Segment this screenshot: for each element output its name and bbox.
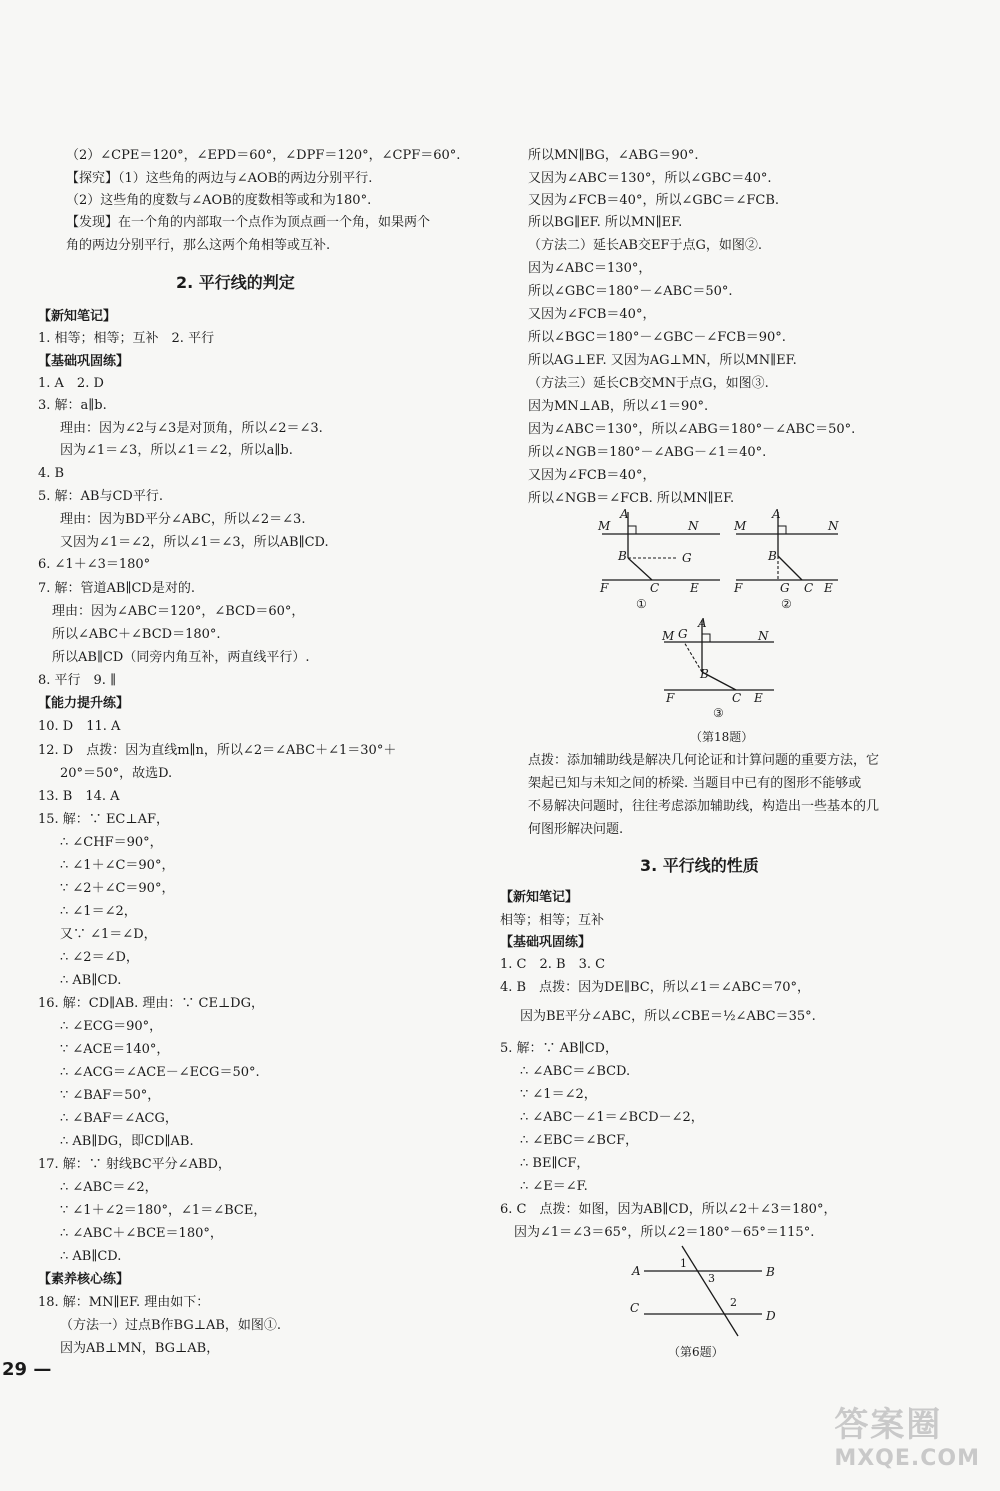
text-line: 因为∠ABC＝130°，所以∠ABG＝180°－∠ABC＝50°. bbox=[528, 422, 856, 437]
text-line: 所以BG∥EF. 所以MN∥EF. bbox=[528, 215, 683, 230]
text-line: 10. D 11. A bbox=[38, 719, 121, 734]
text-line: 4. B 点拨：因为DE∥BC，所以∠1＝∠ABC＝70°， bbox=[500, 980, 810, 995]
label-m: M bbox=[598, 519, 611, 533]
text-line: 6. C 点拨：如图，因为AB∥CD，所以∠2＋∠3＝180°， bbox=[500, 1202, 837, 1217]
label-e: E bbox=[824, 581, 833, 595]
text-line: 因为∠1＝∠3，所以∠1＝∠2，所以a∥b. bbox=[60, 443, 293, 458]
text-line: 何图形解决问题. bbox=[528, 822, 624, 837]
label-b: B bbox=[618, 549, 627, 563]
text-line: 因为BE平分∠ABC，所以∠CBE＝½∠ABC＝35°. bbox=[520, 1009, 816, 1024]
figure-18-2 bbox=[732, 506, 844, 606]
text-line: 又因为∠FCB＝40°， bbox=[528, 468, 656, 483]
label-b: B bbox=[768, 549, 777, 563]
text-line: 不易解决问题时，往往考虑添加辅助线，构造出一些基本的几 bbox=[528, 799, 880, 814]
text-line: 又因为∠ABC＝130°，所以∠GBC＝40°. bbox=[528, 171, 772, 186]
text-line: ∵ ∠ACE＝140°， bbox=[60, 1042, 170, 1057]
text-line: 20°＝50°，故选D. bbox=[60, 766, 173, 781]
label-b: B bbox=[766, 1265, 775, 1279]
text-line: 所以∠NGB＝180°－∠ABG－∠1＝40°. bbox=[528, 445, 767, 460]
label-f: F bbox=[666, 691, 675, 705]
text-line: 所以∠ABC＋∠BCD＝180°. bbox=[52, 627, 221, 642]
segment-bc bbox=[628, 558, 652, 580]
text-line: ∴ ∠1＝∠2， bbox=[60, 904, 137, 919]
text-line: 13. B 14. A bbox=[38, 789, 120, 804]
section-heading: 【素养核心练】 bbox=[38, 1272, 130, 1287]
section-heading: 【新知笔记】 bbox=[500, 890, 579, 905]
figure-18-caption: （第18题） bbox=[690, 730, 754, 744]
label-c: C bbox=[650, 581, 660, 595]
text-line: ∵ ∠BAF＝50°， bbox=[60, 1088, 161, 1103]
text-line: ∴ ∠ABC＝∠2， bbox=[60, 1180, 158, 1195]
label-g: G bbox=[780, 581, 790, 595]
label-m: M bbox=[662, 629, 675, 643]
figure-18-3-number: ③ bbox=[713, 706, 724, 720]
text-line: ∴ AB∥CD. bbox=[60, 1249, 122, 1264]
text-line: 因为∠1＝∠3＝65°，所以∠2＝180°－65°＝115°. bbox=[514, 1225, 815, 1240]
label-a: A bbox=[772, 507, 781, 521]
text-line: （方法二）延长AB交EF于点G，如图②. bbox=[528, 238, 762, 253]
right-angle-mark bbox=[778, 526, 786, 534]
angle-2-label: 2 bbox=[730, 1296, 737, 1309]
watermark-url: MXQE.COM bbox=[834, 1446, 980, 1471]
text-line: ∴ AB∥CD. bbox=[60, 973, 122, 988]
text-line: ∴ ∠1＋∠C＝90°， bbox=[60, 858, 175, 873]
watermark bbox=[834, 1397, 980, 1471]
text-line: ∴ ∠ABC－∠1＝∠BCD－∠2， bbox=[520, 1110, 704, 1125]
text-line: 所以∠GBC＝180°－∠ABC＝50°. bbox=[528, 284, 733, 299]
text-line: （方法三）延长CB交MN于点G，如图③. bbox=[528, 376, 769, 391]
label-a: A bbox=[698, 616, 707, 630]
text-line: 又因为∠FCB＝40°， bbox=[528, 307, 656, 322]
text-line: 理由：因为∠2与∠3是对顶角，所以∠2＝∠3. bbox=[60, 421, 323, 436]
text-line: 6. ∠1＋∠3＝180° bbox=[38, 557, 151, 572]
figure-18-1 bbox=[594, 506, 724, 606]
page-number: 29 — bbox=[2, 1359, 52, 1380]
text-line: 所以∠BGC＝180°－∠GBC－∠FCB＝90°. bbox=[528, 330, 786, 345]
text-line: ∴ ∠CHF＝90°， bbox=[60, 835, 163, 850]
segment-bc bbox=[778, 556, 802, 580]
label-a: A bbox=[620, 507, 629, 521]
text-line: 点拨：添加辅助线是解决几何论证和计算问题的重要方法，它 bbox=[528, 753, 880, 768]
text-line: 15. 解：∵ EC⊥AF， bbox=[38, 812, 170, 827]
figure-18-3 bbox=[658, 616, 782, 708]
label-b: B bbox=[700, 667, 709, 681]
text-line: 4. B bbox=[38, 466, 65, 481]
angle-1-label: 1 bbox=[680, 1257, 687, 1270]
text-line: 3. 解：a∥b. bbox=[38, 398, 107, 413]
label-f: F bbox=[600, 581, 609, 595]
right-angle-mark bbox=[628, 526, 636, 534]
text-line: 【探究】（1）这些角的两边与∠AOB的两边分别平行. bbox=[66, 171, 373, 186]
label-c: C bbox=[630, 1301, 640, 1315]
text-line: ∵ ∠1＋∠2＝180°，∠1＝∠BCE， bbox=[60, 1203, 267, 1218]
text-line: 12. D 点拨：因为直线m∥n，所以∠2＝∠ABC＋∠1＝30°＋ bbox=[38, 743, 397, 758]
label-n: N bbox=[758, 629, 769, 643]
text-line: 因为AB⊥MN，BG⊥AB， bbox=[60, 1341, 220, 1356]
text-line: ∴ ∠ABC＋∠BCE＝180°， bbox=[60, 1226, 223, 1241]
text-line: ∵ ∠1＝∠2， bbox=[520, 1087, 597, 1102]
text-line: ∵ ∠2＋∠C＝90°， bbox=[60, 881, 175, 896]
text-line: 架起已知与未知之间的桥梁. 当题目中已有的图形不能够或 bbox=[528, 776, 862, 791]
right-angle-mark bbox=[702, 634, 710, 642]
text-line: 理由：因为∠ABC＝120°，∠BCD＝60°， bbox=[52, 604, 305, 619]
text-line: ∴ ∠2＝∠D， bbox=[60, 950, 139, 965]
text-line: ∴ ∠EBC＝∠BCF， bbox=[520, 1133, 639, 1148]
label-e: E bbox=[754, 691, 763, 705]
label-m: M bbox=[734, 519, 747, 533]
angle-3-label: 3 bbox=[708, 1272, 715, 1285]
label-c: C bbox=[732, 691, 742, 705]
text-line: （2）∠CPE＝120°，∠EPD＝60°，∠DPF＝120°，∠CPF＝60°. bbox=[66, 148, 461, 163]
section-title: 3. 平行线的性质 bbox=[640, 856, 759, 875]
text-line: 7. 解：管道AB∥CD是对的. bbox=[38, 581, 195, 596]
section-heading: 【基础巩固练】 bbox=[38, 354, 130, 369]
section-heading: 【新知笔记】 bbox=[38, 309, 117, 324]
label-a: A bbox=[632, 1264, 641, 1278]
text-line: 又∵ ∠1＝∠D， bbox=[60, 927, 157, 942]
label-g: G bbox=[678, 627, 688, 641]
text-line: ∴ ∠ECG＝90°， bbox=[60, 1019, 163, 1034]
text-line: （2）这些角的度数与∠AOB的度数相等或和为180°. bbox=[66, 193, 372, 208]
text-line: （方法一）过点B作BG⊥AB，如图①. bbox=[60, 1318, 282, 1333]
section-heading: 【基础巩固练】 bbox=[500, 935, 592, 950]
watermark-logo: 答案圈 bbox=[834, 1405, 943, 1445]
label-c: C bbox=[804, 581, 814, 595]
text-line: ∴ AB∥DG，即CD∥AB. bbox=[60, 1134, 194, 1149]
text-line: 16. 解：CD∥AB. 理由：∵ CE⊥DG， bbox=[38, 996, 264, 1011]
text-line: 17. 解：∵ 射线BC平分∠ABD， bbox=[38, 1157, 231, 1172]
text-line: ∴ BE∥CF， bbox=[520, 1156, 590, 1171]
transversal bbox=[682, 1246, 738, 1336]
text-line: 1. C 2. B 3. C bbox=[500, 957, 606, 972]
label-n: N bbox=[828, 519, 839, 533]
figure-6-caption: （第6题） bbox=[668, 1345, 724, 1359]
text-line: ∴ ∠E＝∠F. bbox=[520, 1179, 588, 1194]
text-line: 因为MN⊥AB，所以∠1＝90°. bbox=[528, 399, 709, 414]
figure-18-1-number: ① bbox=[636, 597, 647, 611]
text-line: 1. 相等；相等；互补 2. 平行 bbox=[38, 331, 215, 346]
text-line: 5. 解：∵ AB∥CD， bbox=[500, 1041, 618, 1056]
label-e: E bbox=[690, 581, 699, 595]
text-line: 因为∠ABC＝130°， bbox=[528, 261, 652, 276]
label-d: D bbox=[766, 1309, 776, 1323]
text-line: ∴ ∠ACG＝∠ACE－∠ECG＝50°. bbox=[60, 1065, 260, 1080]
text-line: ∴ ∠BAF＝∠ACG， bbox=[60, 1111, 178, 1126]
text-line: 所以AB∥CD（同旁内角互补，两直线平行）. bbox=[52, 650, 310, 665]
text-line: 所以∠NGB＝∠FCB. 所以MN∥EF. bbox=[528, 491, 735, 506]
text-line: 5. 解：AB与CD平行. bbox=[38, 489, 163, 504]
text-line: ∴ ∠ABC＝∠BCD. bbox=[520, 1064, 631, 1079]
text-line: 18. 解：MN∥EF. 理由如下： bbox=[38, 1295, 210, 1310]
text-line: 【发现】在一个角的内部取一个点作为顶点画一个角，如果两个 bbox=[66, 215, 431, 230]
text-line: 1. A 2. D bbox=[38, 376, 104, 391]
label-n: N bbox=[688, 519, 699, 533]
section-heading: 【能力提升练】 bbox=[38, 696, 130, 711]
section-title: 2. 平行线的判定 bbox=[176, 273, 295, 292]
text-line: 角的两边分别平行，那么这两个角相等或互补. bbox=[66, 238, 331, 253]
text-line: 相等；相等；互补 bbox=[500, 913, 605, 928]
text-line: 又因为∠FCB＝40°，所以∠GBC＝∠FCB. bbox=[528, 193, 780, 208]
text-line: 理由：因为BD平分∠ABC，所以∠2＝∠3. bbox=[60, 512, 306, 527]
figure-6 bbox=[624, 1240, 784, 1344]
label-f: F bbox=[734, 581, 743, 595]
text-line: 所以MN∥BG，∠ABG＝90°. bbox=[528, 148, 699, 163]
label-g: G bbox=[682, 551, 692, 565]
text-line: 8. 平行 9. ∥ bbox=[38, 673, 117, 688]
text-line: 所以AG⊥EF. 又因为AG⊥MN，所以MN∥EF. bbox=[528, 353, 797, 368]
figure-18-2-number: ② bbox=[781, 597, 792, 611]
text-line: 又因为∠1＝∠2，所以∠1＝∠3，所以AB∥CD. bbox=[60, 535, 329, 550]
